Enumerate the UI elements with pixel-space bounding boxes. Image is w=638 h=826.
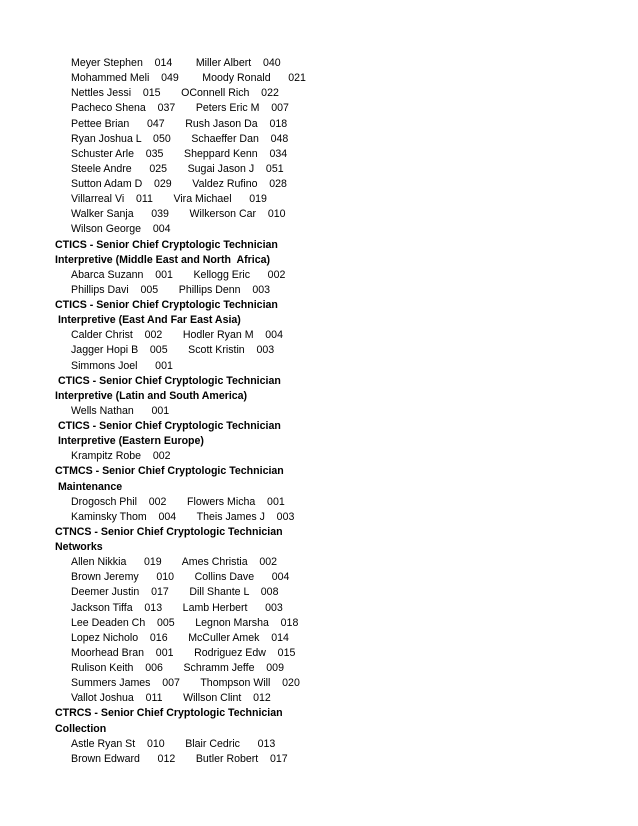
roster-entry-line: Brown Jeremy 010 Collins Dave 004 xyxy=(71,571,290,584)
roster-entry-line: Kaminsky Thom 004 Theis James J 003 xyxy=(71,510,295,523)
roster-entry-line: Lee Deaden Ch 005 Legnon Marsha 018 xyxy=(71,616,299,629)
roster-entry-line: Villarreal Vi 011 Vira Michael 019 xyxy=(71,193,267,206)
rating-heading-line: CTICS - Senior Chief Cryptologic Technician xyxy=(55,374,281,387)
rating-heading-line: CTICS - Senior Chief Cryptologic Technician xyxy=(55,238,278,251)
rating-heading-line: Collection xyxy=(55,722,107,735)
roster-entry-line: Jackson Tiffa 013 Lamb Herbert 003 xyxy=(71,601,283,614)
roster-entry-line: Steele Andre 025 Sugai Jason J 051 xyxy=(71,162,284,175)
roster-entry-line: Brown Edward 012 Butler Robert 017 xyxy=(71,752,288,765)
roster-entry-line: Astle Ryan St 010 Blair Cedric 013 xyxy=(71,737,276,750)
roster-entry-line: Drogosch Phil 002 Flowers Micha 001 xyxy=(71,495,285,508)
roster-entry-line: Pacheco Shena 037 Peters Eric M 007 xyxy=(71,102,289,115)
roster-entry-line: Jagger Hopi B 005 Scott Kristin 003 xyxy=(71,344,275,357)
roster-entry-line: Ryan Joshua L 050 Schaeffer Dan 048 xyxy=(71,132,289,145)
document-page xyxy=(0,56,638,767)
roster-entry-line: Mohammed Meli 049 Moody Ronald 021 xyxy=(71,72,306,85)
roster-entry-line: Abarca Suzann 001 Kellogg Eric 002 xyxy=(71,268,286,281)
roster-entry-line: Rulison Keith 006 Schramm Jeffe 009 xyxy=(71,662,284,674)
roster-entry-line: Lopez Nicholo 016 McCuller Amek 014 xyxy=(71,631,289,644)
roster-entry-line: Pettee Brian 047 Rush Jason Da 018 xyxy=(71,117,288,130)
rating-heading-line: Interpretive (East And Far East Asia) xyxy=(55,314,241,327)
roster-entry-line: Deemer Justin 017 Dill Shante L 008 xyxy=(71,586,279,599)
roster-entry-line: Vallot Joshua 011 Willson Clint 012 xyxy=(71,692,271,705)
roster-entry-line: Moorhead Bran 001 Rodriguez Edw 015 xyxy=(71,646,296,659)
roster-entry-line: Allen Nikkia 019 Ames Christia 002 xyxy=(71,556,278,569)
roster-entry-line: Walker Sanja 039 Wilkerson Car 010 xyxy=(71,208,286,221)
rating-heading-line: CTICS - Senior Chief Cryptologic Technician xyxy=(55,299,278,311)
rating-heading-line: CTNCS - Senior Chief Cryptologic Technician xyxy=(55,525,283,538)
roster-entry-line: Krampitz Robe 002 xyxy=(71,450,171,463)
rating-heading-line: CTMCS - Senior Chief Cryptologic Technician xyxy=(55,465,284,478)
roster-entry-line: Wilson George 004 xyxy=(71,223,171,236)
roster-entry-line: Calder Christ 002 Hodler Ryan M 004 xyxy=(71,329,283,342)
roster-entry-line: Summers James 007 Thompson Will 020 xyxy=(71,677,300,690)
rating-heading-line: Interpretive (Latin and South America) xyxy=(55,389,248,402)
roster-entry-line: Wells Nathan 001 xyxy=(71,404,170,417)
rating-heading-line: Interpretive (Middle East and North Africa) xyxy=(55,253,271,266)
roster-entry-line: Phillips Davi 005 Phillips Denn 003 xyxy=(71,283,271,296)
roster-entry-line: Meyer Stephen 014 Miller Albert 040 xyxy=(71,57,281,69)
roster-entry-line: Simmons Joel 001 xyxy=(71,359,173,372)
rating-heading-line: Interpretive (Eastern Europe) xyxy=(55,435,204,448)
rating-heading-line: CTRCS - Senior Chief Cryptologic Technician xyxy=(55,707,283,720)
rating-heading-line: CTICS - Senior Chief Cryptologic Technician xyxy=(55,420,281,432)
rating-heading-line: Networks xyxy=(55,541,103,553)
roster-entry-line: Schuster Arle 035 Sheppard Kenn 034 xyxy=(71,147,288,160)
rating-heading-line: Maintenance xyxy=(55,480,123,493)
roster-entry-line: Nettles Jessi 015 OConnell Rich 022 xyxy=(71,87,279,100)
roster-entry-line: Sutton Adam D 029 Valdez Rufino 028 xyxy=(71,178,287,190)
